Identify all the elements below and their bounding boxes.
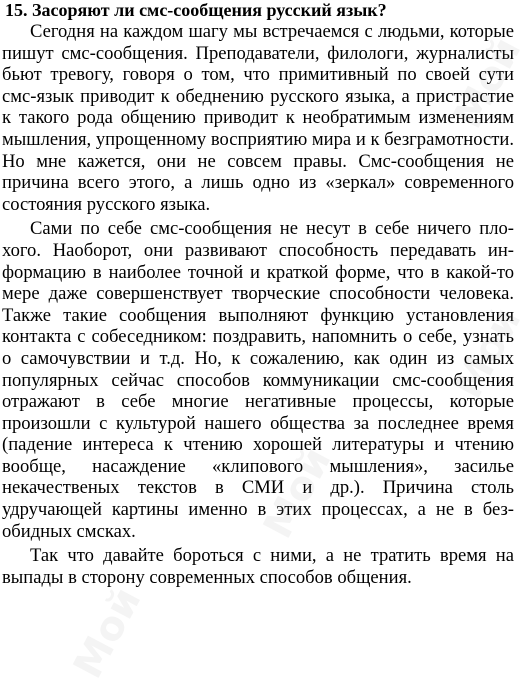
paragraph-3: Так что давайте бороться с ними, а не тратить время на выпады в сторону современных способов общения.: [2, 545, 514, 588]
watermark: Мой: [444, 30, 530, 136]
watermark: Мой: [64, 580, 151, 686]
paragraph-2: Сами по себе смс-сообщения не несут в себе ничего плохого. Наоборот, они развивают способность передавать информацию в наиболее точной и краткой форме, что в какой-то мере даже совершенствует творческие способности человека. Также такие сообщения выполняют функцию установления контакта с собеседником: поздравить, напомнить о себе, узнать о самочувствии и т.д. Но, к сожалению, как один из самых популярных сейчас способов коммуникации смс-сообщения отражают в себе многие негативные процессы, которые произошли с культурой нашего общества за последнее время (падение интереса к чтению хорошей литературы и чтению вообще, насаждение «клипового мышления», засилье некачественых текстов в СМИ и др.). Причина столь удручающей картины именно в этих процессах, а не в безобидных смсках.: [2, 218, 514, 542]
page-title: 15. Засоряют ли смс-сообщения русский язык?: [5, 0, 387, 20]
document-page: [2, 0, 514, 588]
watermark: Мой: [444, 300, 530, 406]
paragraph-1: Сегодня на каждом шагу мы встречаемся с людьми, которые пишут смс-сообщения. Преподаватели, филологи, журналисты бьют тревогу, говоря о том, что примитивный по своей сути смс-язык приводит к обеднению русского языка, а пристрастие к такого рода общению приводит к необратимым изменениям мышления, упрощенному восприятию мира и к безграмотности. Но мне кажется, они не совсем правы. Смс-сообщения не причина всего этого, а лишь одно из «зеркал» современного состояния русского языка.: [2, 21, 514, 215]
watermark: Мой: [254, 440, 341, 546]
